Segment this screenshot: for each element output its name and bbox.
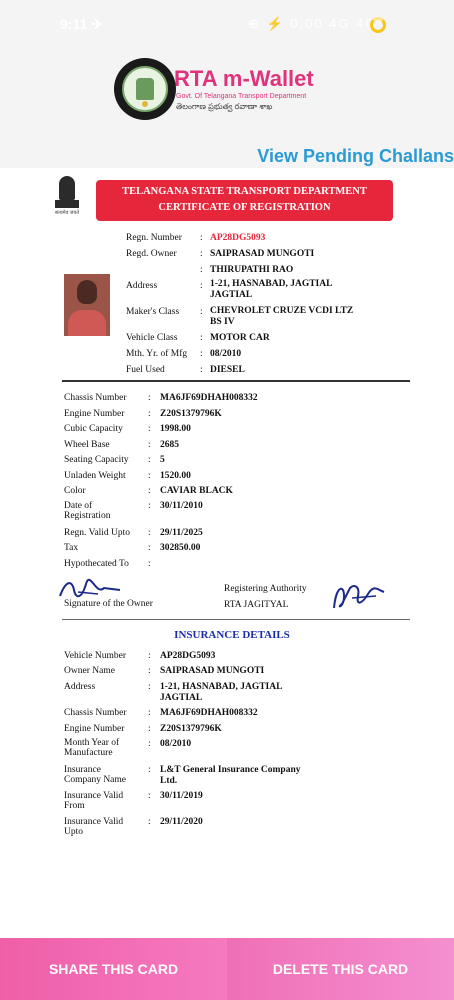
- field-label: Regn. Valid Upto: [64, 528, 131, 538]
- status-time: 9:11 ✈: [60, 16, 103, 32]
- field-label: Unladen Weight: [64, 471, 126, 481]
- field-label: Tax: [64, 543, 79, 553]
- ins-address-value: 1-21, HASNABAD, JAGTIAL JAGTIAL: [160, 682, 282, 703]
- ashoka-emblem-icon: सत्यमेव जयते: [54, 176, 80, 218]
- field-label: Address: [126, 281, 158, 291]
- telangana-emblem-icon: [114, 58, 176, 120]
- field-label: Month Year of Manufacture: [64, 738, 120, 758]
- makers-class-value: CHEVROLET CRUZE VCDI LTZ BS IV: [210, 306, 354, 327]
- reg-date-value: 30/11/2010: [160, 501, 203, 511]
- field-label: Vehicle Class: [126, 333, 178, 343]
- ins-owner-value: SAIPRASAD MUNGOTI: [160, 666, 265, 676]
- registration-certificate: सत्यमेव जयते TELANGANA STATE TRANSPORT DEPARTMENT CERTIFICATE OF REGISTRATION Regn. Number : AP28DG5093 Regd. Owner : SAIPRASAD MUNGOTI : THIRUPATHI RAO Address : 1-21, HASNABAD, JAGTIAL JAGTIAL Maker's Class : CHEVROLET CRUZE VCDI LTZ BS IV Vehicle Class : MOTOR CAR Mth. Yr. of Mfg : 08/2010 Fuel Used : DIESEL Chassis Number : MA6JF69DHAH008332 Engine Number : Z20S1379796K Cubic Capacity : 1998.00 Wheel Base : 2685 Seating Capacity : 5 Unladen Weight : 1520.00 Color : CAVIAR BLACK Date of Registration : 30/11/2010 Regn. Valid Upto : 29/11/2025 Tax : 302850.00 Hypothecated To : Signature of the Owner Registering Authority RTA JAGITYAL INSURANCE DETAILS Vehicle Number : AP28DG5093 Owner Name : SAIPRASAD MUNGOTI Address : 1-21, HASNABAD, JAGTIAL JAGTIAL Chassis Number : MA6JF69DHAH008332 Engine Number : Z20S1379796K Month Year of Manufacture : 08/2010 Insurance Company Name : L&T General Insurance Company Ltd. Insurance Valid From : 30/11/2019 Insurance Valid Upto : 29/11/2020: [52, 168, 412, 938]
- view-pending-challans-link[interactable]: View Pending Challans: [257, 146, 454, 166]
- field-label: Insurance Valid Upto: [64, 817, 124, 837]
- field-label: Wheel Base: [64, 440, 110, 450]
- cc-value: 1998.00: [160, 424, 191, 434]
- section-divider: [62, 619, 410, 620]
- certificate-banner: [96, 180, 393, 221]
- ins-mfg-value: 08/2010: [160, 739, 192, 749]
- field-label: Maker's Class: [126, 307, 180, 317]
- rta-logo: [110, 58, 360, 122]
- ins-from-value: 30/11/2019: [160, 791, 203, 801]
- field-label: Hypothecated To: [64, 559, 129, 569]
- field-label: Chassis Number: [64, 708, 127, 718]
- regn-number-value: AP28DG5093: [210, 233, 266, 243]
- field-label: Address: [64, 682, 96, 692]
- field-label: Cubic Capacity: [64, 424, 123, 434]
- field-label: Insurance Company Name: [64, 765, 127, 785]
- delete-card-button[interactable]: DELETE THIS CARD: [227, 938, 454, 1000]
- engine-value: Z20S1379796K: [160, 409, 222, 419]
- insurance-title: INSURANCE DETAILS: [174, 629, 290, 641]
- ins-company-value: L&T General Insurance Company Ltd.: [160, 765, 301, 786]
- card-actions: [0, 938, 454, 1000]
- seating-value: 5: [160, 455, 165, 465]
- ins-upto-value: 29/11/2020: [160, 817, 203, 827]
- app-header: [0, 0, 454, 168]
- status-bar: [0, 0, 454, 46]
- ins-vehicle-value: AP28DG5093: [160, 651, 216, 661]
- field-label: Vehicle Number: [64, 651, 126, 661]
- owner-signature-label: Signature of the Owner: [64, 599, 153, 609]
- department-name: TELANGANA STATE TRANSPORT DEPARTMENT: [122, 186, 367, 197]
- mfg-date-value: 08/2010: [210, 349, 242, 359]
- field-label: Insurance Valid From: [64, 791, 124, 811]
- logo-telugu-text: తెలంగాణ ప్రభుత్వ రవాణా శాఖ: [176, 102, 273, 111]
- field-label: Engine Number: [64, 724, 125, 734]
- owner-father-value: THIRUPATHI RAO: [210, 265, 294, 275]
- address-value: 1-21, HASNABAD, JAGTIAL JAGTIAL: [210, 279, 332, 300]
- status-icons: ⊕ ⚡ 0.00 4G 4G: [248, 16, 378, 31]
- share-card-button[interactable]: SHARE THIS CARD: [0, 938, 227, 1000]
- unladen-weight-value: 1520.00: [160, 471, 191, 481]
- field-label: Regd. Owner: [126, 249, 177, 259]
- field-label: Date of Registration: [64, 501, 111, 521]
- wheelbase-value: 2685: [160, 440, 179, 450]
- chassis-value: MA6JF69DHAH008332: [160, 393, 258, 403]
- field-label: Regn. Number: [126, 233, 182, 243]
- registering-authority-label: Registering Authority: [224, 584, 307, 594]
- fuel-value: DIESEL: [210, 365, 245, 375]
- tax-value: 302850.00: [160, 543, 201, 553]
- field-label: Chassis Number: [64, 393, 127, 403]
- loading-spinner-icon: [370, 17, 386, 33]
- regn-valid-value: 29/11/2025: [160, 528, 203, 538]
- logo-subtitle: Govt. Of Telangana Transport Department: [176, 93, 307, 100]
- section-divider: [62, 380, 410, 382]
- vehicle-class-value: MOTOR CAR: [210, 333, 270, 343]
- field-label: Seating Capacity: [64, 455, 129, 465]
- owner-value: SAIPRASAD MUNGOTI: [210, 249, 315, 259]
- field-label: Color: [64, 486, 86, 496]
- field-label: Fuel Used: [126, 365, 165, 375]
- color-value: CAVIAR BLACK: [160, 486, 233, 496]
- field-label: Engine Number: [64, 409, 125, 419]
- owner-photo: [64, 274, 110, 336]
- authority-signature-icon: [330, 578, 388, 614]
- logo-title: RTA m-Wallet: [174, 66, 314, 91]
- field-label: Mth. Yr. of Mfg: [126, 349, 188, 359]
- certificate-title: CERTIFICATE OF REGISTRATION: [158, 202, 331, 213]
- ins-engine-value: Z20S1379796K: [160, 724, 222, 734]
- field-label: Owner Name: [64, 666, 115, 676]
- authority-name: RTA JAGITYAL: [224, 600, 289, 610]
- ins-chassis-value: MA6JF69DHAH008332: [160, 708, 258, 718]
